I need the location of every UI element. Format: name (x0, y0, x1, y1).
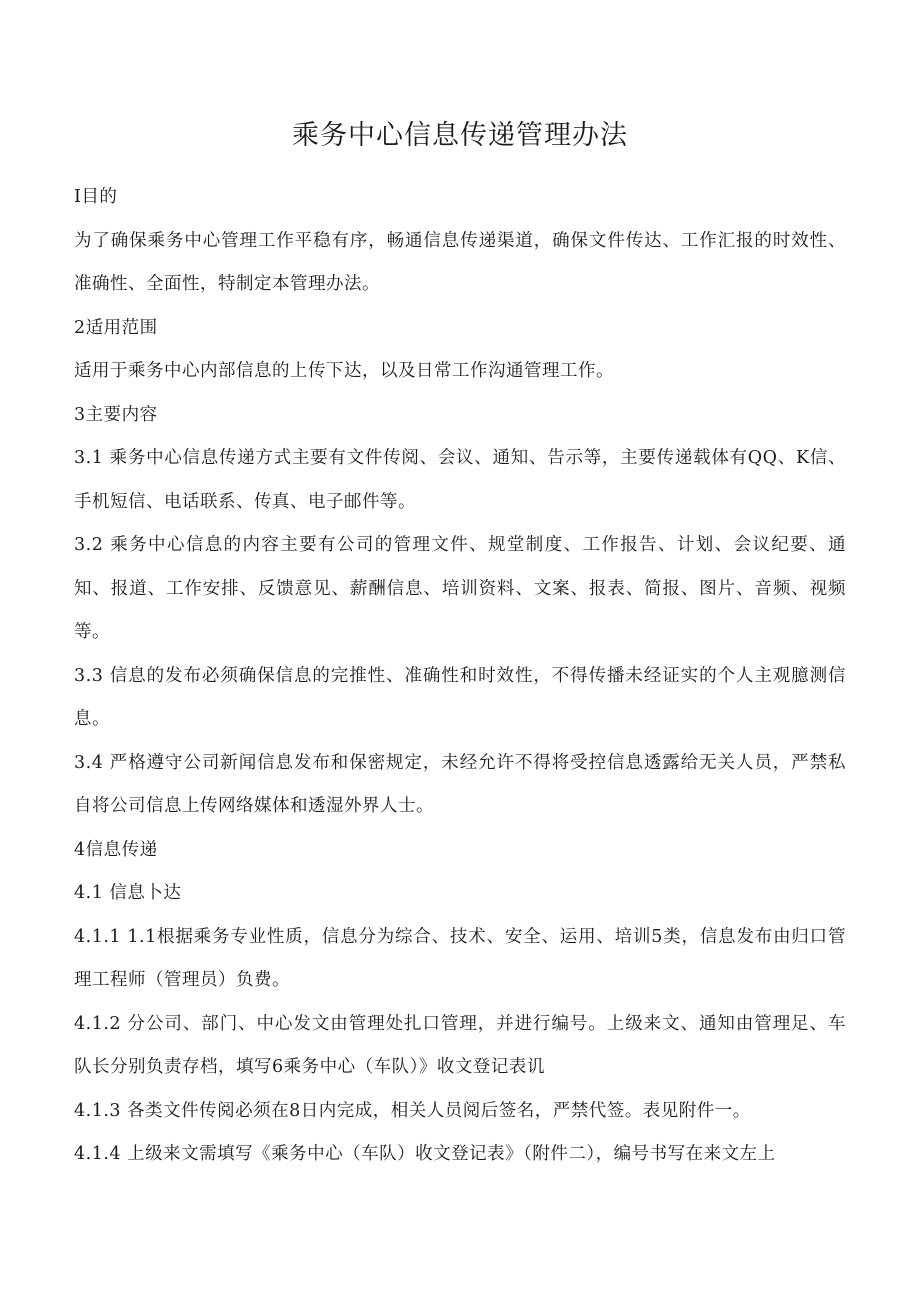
paragraph-4-1-1: 4.1.1 1.1根据乘务专业性质，信息分为综合、技术、安全、运用、培训5类，信息发布由归口管理工程师（管理员）负费。 (74, 926, 846, 990)
paragraph-4-1-4: 4.1.4 上级来文需填写《乘务中心（车队）收文登记表》（附件二），编号书写在来文左上 (74, 1144, 776, 1164)
section-heading-info-transfer: 4信息传递 (74, 839, 158, 860)
paragraph-3-2: 3.2 乘务中心信息的内容主要有公司的管理文件、规堂制度、工作报告、计划、会议纪要、通知、报道、工作安排、反馈意见、薪酬信息、培训资料、文案、报表、简报、图片、音频、视频等。 (74, 535, 846, 642)
section-heading-purpose: I目的 (74, 187, 118, 207)
paragraph-purpose: 为了确保乘务中心管理工作平稳有序，畅通信息传递渠道，确保文件传达、工作汇报的时效性、准确性、全面性，特制定本管理办法。 (74, 230, 846, 294)
paragraph-3-4: 3.4 严格遵守公司新闻信息发布和保密规定，未经允许不得将受控信息透露给无关人员，严禁私自将公司信息上传网络媒体和透湿外界人士。 (74, 752, 846, 816)
document-title: 乘务中心信息传递管理办法 (292, 120, 628, 151)
paragraph-scope: 适用于乘务中心内部信息的上传下达，以及日常工作沟通管理工作。 (74, 361, 614, 381)
paragraph-4-1-3: 4.1.3 各类文件传阅必须在8日内完成，相关人员阅后签名，严禁代签。表见附件一。 (74, 1100, 751, 1121)
paragraph-4-1: 4.1 信息卜达 (74, 883, 182, 903)
paragraph-3-1: 3.1 乘务中心信息传递方式主要有文件传阅、会议、通知、告示等，主要传递载体有QQ、K信、手机短信、电话联系、传真、电子邮件等。 (74, 448, 846, 512)
section-heading-scope: 2适用范围 (74, 317, 158, 338)
paragraph-3-3: 3.3 信息的发布必须确保信息的完推性、准确性和时效性，不得传播未经证实的个人主观臆测信息。 (74, 665, 846, 729)
document-body (74, 176, 846, 1177)
paragraph-4-1-2: 4.1.2 分公司、部门、中心发文由管理处扎口管理，并进行编号。上级来文、通知由管理足、车队长分别负责存档，填写6乘务中心（车队）》收文登记表讥 (74, 1013, 846, 1077)
section-heading-main-content: 3主要内容 (74, 404, 158, 425)
